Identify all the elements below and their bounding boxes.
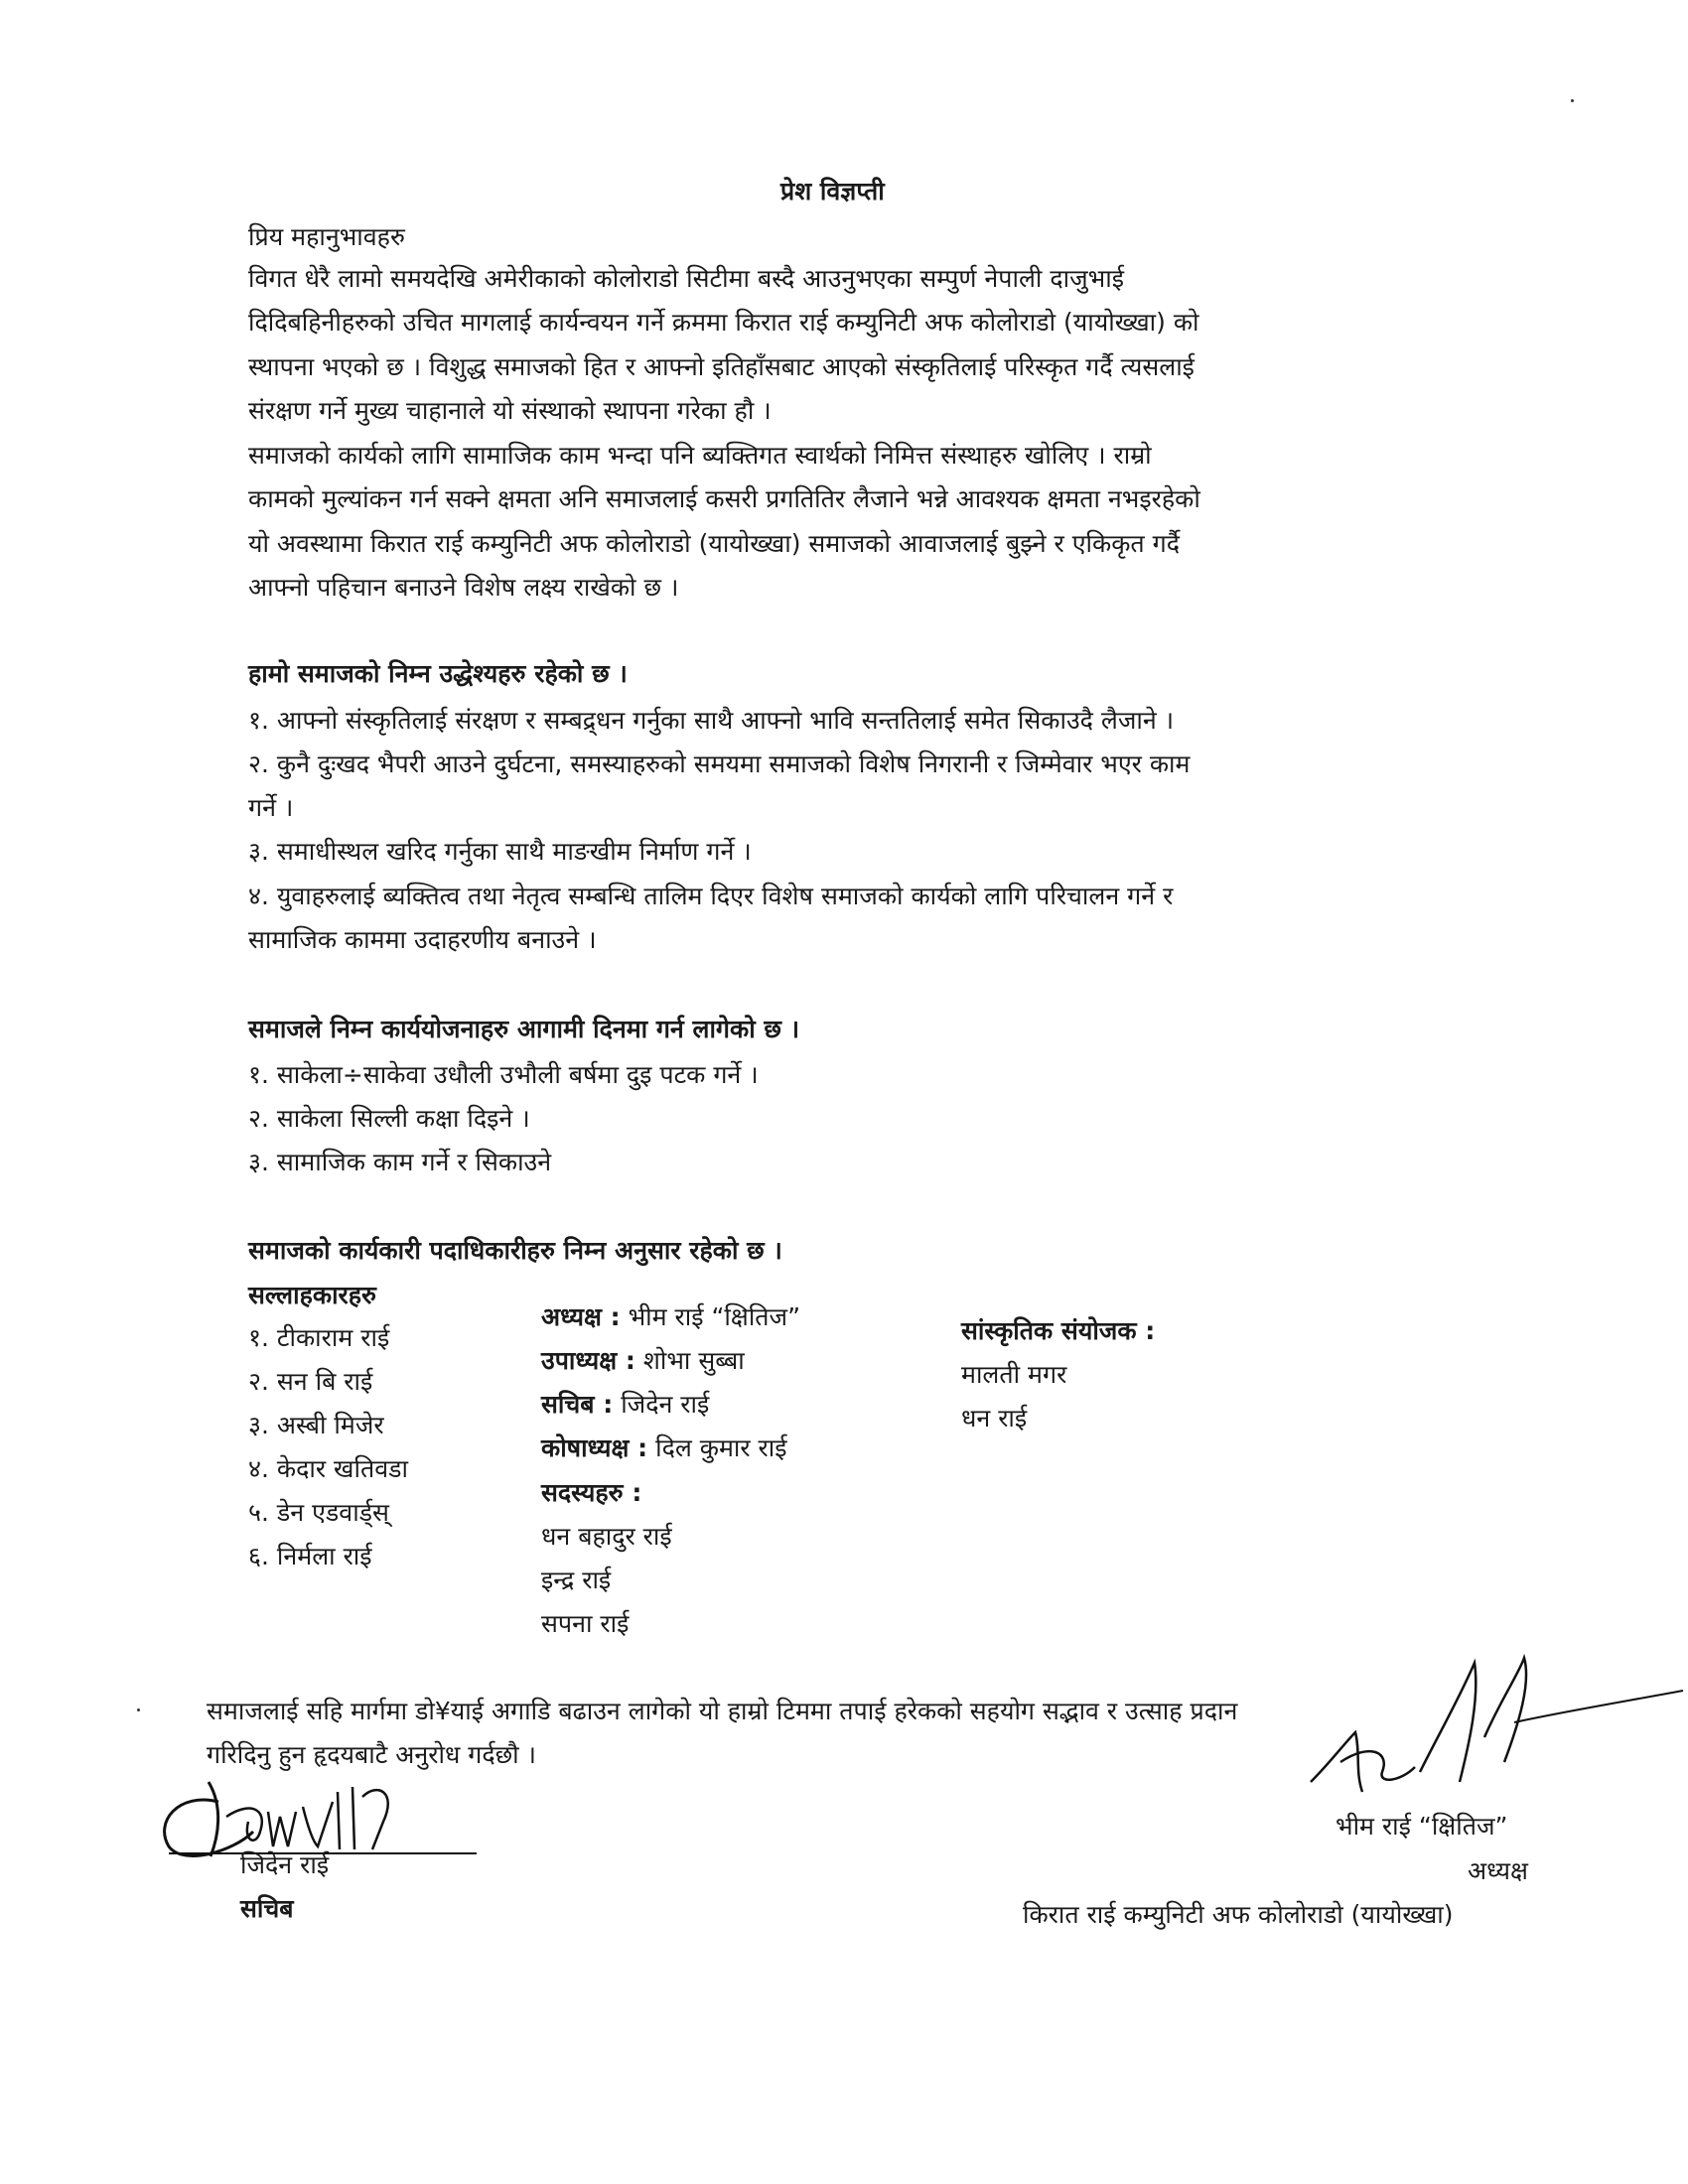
advisor-item: २. सन बि राई: [248, 1367, 373, 1396]
advisor-item: १. टीकाराम राई: [248, 1323, 390, 1352]
treasurer-name: दिल कुमार राई: [655, 1433, 787, 1462]
intro-line: विगत धेरै लामो समयदेखि अमेरीकाको कोलोराडो सिटीमा बस्दै आउनुभएका सम्पुर्ण नेपाली दाजुभाई: [248, 264, 1124, 293]
secretary-row: [541, 1392, 709, 1417]
advisor-item: ३. अस्बी मिजेर: [248, 1411, 384, 1439]
president-label: अध्यक्ष :: [541, 1302, 621, 1331]
list-item: २. कुनै दुःखद भैपरी आउने दुर्घटना, समस्याहरुको समयमा समाजको विशेष निगरानी र जिम्मेवार भएर काम: [248, 750, 1191, 778]
intro-line: स्थापना भएको छ । विशुद्ध समाजको हित र आफ्नो इतिहाँसबाट आएको संस्कृतिलाई परिस्कृत गर्दै त्यसलाई: [248, 352, 1195, 381]
president-row: [541, 1304, 800, 1329]
intro-line: यो अवस्थामा किरात राई कम्युनिटी अफ कोलोराडो (यायोख्खा) समाजको आवाजलाई बुझ्ने र एकिकृत गर्दै: [248, 529, 1180, 558]
advisor-item: ५. डेन एडवार्ड्स्: [248, 1498, 389, 1527]
cultural-heading: सांस्कृतिक संयोजक :: [961, 1316, 1156, 1345]
president-sign-name: भीम राई “क्षितिज”: [1336, 1812, 1508, 1841]
plans-heading: समाजले निम्न कार्ययोजनाहरु आगामी दिनमा गर्न लागेको छ ।: [248, 1015, 800, 1043]
intro-line: दिदिबहिनीहरुको उचित मागलाई कार्यन्वयन गर्ने क्रममा किरात राई कम्युनिटी अफ कोलोराडो (यायोख्खा) को: [248, 308, 1199, 337]
member-item: इन्द्र राई: [541, 1566, 612, 1594]
intro-line: कामको मुल्यांकन गर्न सक्ने क्षमता अनि समाजलाई कसरी प्रगतितिर लैजाने भन्ने आवश्यक क्षमता नभइरहेको: [248, 484, 1200, 513]
list-item: ३. समाधीस्थल खरिद गर्नुका साथै माङखीम निर्माण गर्ने ।: [248, 837, 752, 866]
list-item: १. साकेला÷साकेवा उधौली उभौली बर्षमा दुइ पटक गर्ने ।: [248, 1060, 759, 1089]
list-item: ३. सामाजिक काम गर्ने र सिकाउने: [248, 1148, 552, 1176]
list-item: सामाजिक काममा उदाहरणीय बनाउने ।: [248, 925, 597, 954]
scan-speck: [137, 1708, 140, 1711]
president-sign-title: अध्यक्ष: [1468, 1856, 1528, 1885]
cultural-item: मालती मगर: [961, 1360, 1067, 1389]
members-heading: सदस्यहरु :: [541, 1478, 642, 1507]
member-item: धन बहादुर राई: [541, 1522, 672, 1551]
list-item: २. साकेला सिल्ली कक्षा दिइने ।: [248, 1104, 530, 1133]
member-item: सपना राई: [541, 1609, 630, 1638]
list-item: गर्ने ।: [248, 793, 294, 822]
president-signature: [1301, 1643, 1688, 1812]
president-name: भीम राई “क्षितिज”: [628, 1302, 801, 1331]
intro-line: संरक्षण गर्ने मुख्य चाहानाले यो संस्थाको स्थापना गरेका हौ ।: [248, 396, 772, 425]
secretary-label: सचिब :: [541, 1390, 614, 1419]
objectives-heading: हामो समाजको निम्न उद्धेश्यहरु रहेको छ ।: [248, 659, 628, 688]
closing-line: गरिदिनु हुन हृदयबाटै अनुरोध गर्दछौ ।: [207, 1740, 537, 1769]
advisor-item: ४. केदार खतिवडा: [248, 1454, 408, 1483]
list-item: १. आफ्नो संस्कृतिलाई संरक्षण र सम्बद्र्धन गर्नुका साथै आफ्नो भावि सन्ततिलाई समेत सिकाउदै लैजाने ।: [248, 706, 1175, 735]
treasurer-row: [541, 1435, 787, 1460]
treasurer-label: कोषाध्यक्ष :: [541, 1433, 648, 1462]
secretary-sign-name: जिदेन राई: [240, 1850, 330, 1879]
page-title: प्रेश विज्ञप्ती: [780, 177, 885, 205]
secretary-sign-title: सचिब: [240, 1894, 294, 1923]
list-item: ४. युवाहरुलाई ब्यक्तित्व तथा नेतृत्व सम्बन्धि तालिम दिएर विशेष समाजको कार्यको लागि परिचालन गर्ने र: [248, 882, 1174, 910]
scan-speck: [1571, 99, 1574, 102]
closing-line: समाजलाई सहि मार्गमा डो¥याई अगाडि बढाउन लागेको यो हाम्रो टिममा तपाई हरेकको सहयोग सद्भाव र उत्साह प्रदान: [207, 1697, 1238, 1725]
secretary-name: जिदेन राई: [621, 1390, 710, 1419]
intro-line: आफ्नो पहिचान बनाउने विशेष लक्ष्य राखेको छ ।: [248, 573, 679, 602]
advisor-item: ६. निर्मला राई: [248, 1542, 372, 1570]
vice-president-row: [541, 1348, 745, 1373]
vice-president-label: उपाध्यक्ष :: [541, 1346, 635, 1375]
officials-heading: समाजको कार्यकारी पदाधिकारीहरु निम्न अनुसार रहेको छ ।: [248, 1236, 782, 1265]
salutation: प्रिय महानुभावहरु: [248, 222, 405, 251]
organization-name: किरात राई कम्युनिटी अफ कोलोराडो (यायोख्खा): [1023, 1900, 1454, 1929]
vice-president-name: शोभा सुब्बा: [642, 1346, 745, 1375]
intro-line: समाजको कार्यको लागि सामाजिक काम भन्दा पनि ब्यक्तिगत स्वार्थको निमित्त संस्थाहरु खोलिए । राम्रो: [248, 441, 1152, 470]
advisors-heading: सल्लाहकारहरु: [248, 1281, 377, 1309]
cultural-item: धन राई: [961, 1404, 1028, 1433]
